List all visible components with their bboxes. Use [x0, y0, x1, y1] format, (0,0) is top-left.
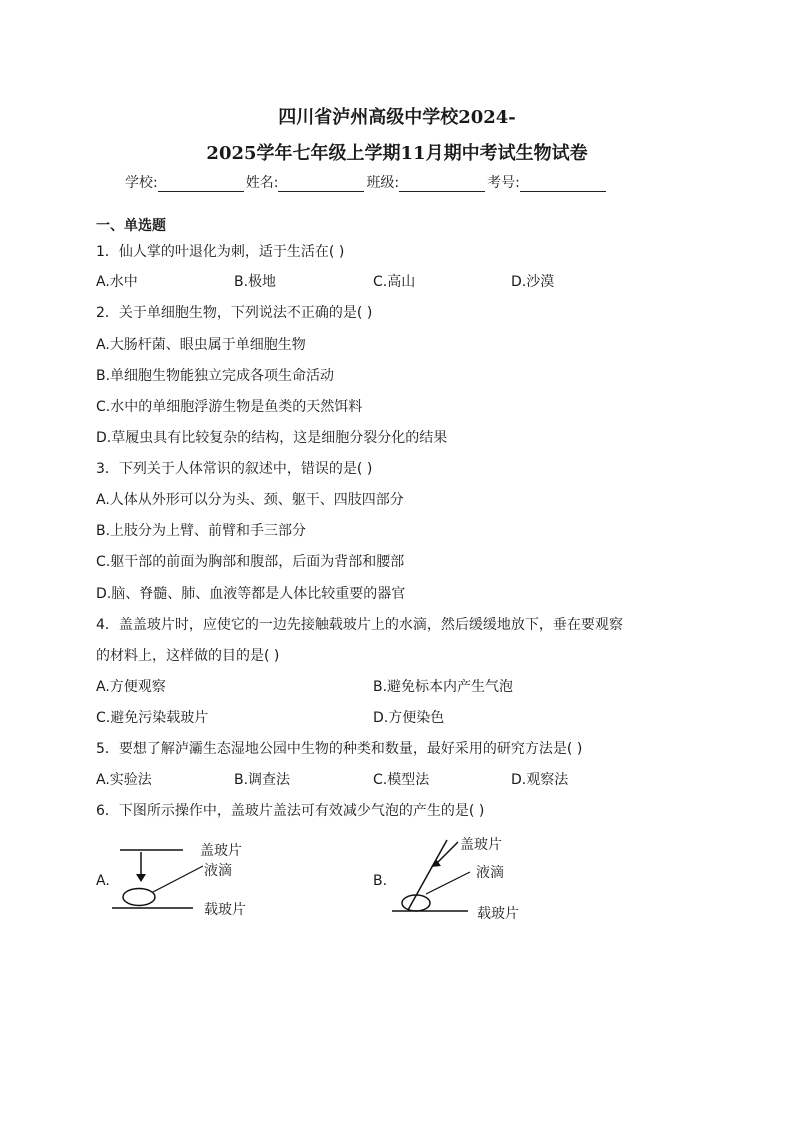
question-1-option-b[interactable]: B.极地: [234, 274, 277, 290]
question-2-option-d[interactable]: D.草履虫具有比较复杂的结构，这是细胞分裂分化的结果: [96, 430, 448, 446]
question-6-stem: 6．下图所示操作中，盖玻片盖法可有效减少气泡的产生的是( ): [96, 803, 485, 819]
diagram-b-slide-label: 载玻片: [477, 906, 519, 922]
question-2-option-b[interactable]: B.单细胞生物能独立完成各项生命活动: [96, 368, 335, 384]
question-5-option-d[interactable]: D.观察法: [511, 772, 569, 788]
student-info-row: [125, 172, 608, 192]
question-6-option-b[interactable]: B.: [373, 873, 388, 889]
diagram-a-arrow-head: [136, 874, 146, 882]
question-4-option-b[interactable]: B.避免标本内产生气泡: [373, 679, 514, 695]
exam-title-line2: 2025学年七年级上学期11月期中考试生物试卷: [206, 143, 588, 164]
school-label: 学校:: [125, 175, 158, 191]
question-4-option-a[interactable]: A.方便观察: [96, 679, 166, 695]
diagram-a-cover-slip-label: 盖玻片: [200, 843, 242, 859]
diagram-a-slide-label: 载玻片: [204, 902, 246, 918]
diagram-a-droplet: [123, 889, 155, 906]
question-3-stem: 3．下列关于人体常识的叙述中，错误的是( ): [96, 461, 373, 477]
exam-title-line1: 四川省泸州高级中学校2024-: [278, 107, 516, 128]
diagram-b-droplet: [402, 895, 430, 911]
question-1-stem: 1．仙人掌的叶退化为刺，适于生活在( ): [96, 244, 345, 260]
school-blank[interactable]: [158, 175, 244, 192]
diagram-b-droplet-pointer: [426, 872, 470, 894]
exam-number-label: 考号:: [487, 175, 520, 191]
diagram-b-cover-slip-line: [408, 840, 447, 910]
question-3-option-c[interactable]: C.躯干部的前面为胸部和腹部，后面为背部和腰部: [96, 554, 405, 570]
question-5-option-a[interactable]: A.实验法: [96, 772, 152, 788]
question-3-option-b[interactable]: B.上肢分为上臂、前臂和手三部分: [96, 523, 307, 539]
question-5-option-b[interactable]: B.调查法: [234, 772, 291, 788]
question-2-stem: 2．关于单细胞生物，下列说法不正确的是( ): [96, 305, 373, 321]
question-2-option-c[interactable]: C.水中的单细胞浮游生物是鱼类的天然饵料: [96, 399, 363, 415]
question-1-option-d[interactable]: D.沙漠: [511, 274, 555, 290]
class-blank[interactable]: [399, 175, 485, 192]
class-label: 班级:: [366, 175, 400, 191]
question-4-stem-continued: 的材料上，这样做的目的是( ): [96, 648, 280, 664]
section-heading: 一、单选题: [96, 218, 166, 234]
question-4-stem: 4．盖盖玻片时，应使它的一边先接触载玻片上的水滴，然后缓缓地放下，垂在要观察: [96, 617, 623, 633]
question-4-option-d[interactable]: D.方便染色: [373, 710, 445, 726]
question-3-option-a[interactable]: A.人体从外形可以分为头、颈、躯干、四肢四部分: [96, 492, 404, 508]
diagram-a-droplet-pointer: [153, 866, 203, 892]
name-label: 姓名:: [245, 175, 279, 191]
question-6-option-a[interactable]: A.: [96, 873, 110, 889]
question-3-option-d[interactable]: D.脑、脊髓、肺、血液等都是人体比较重要的器官: [96, 586, 406, 602]
question-2-option-a[interactable]: A.大肠杆菌、眼虫属于单细胞生物: [96, 337, 306, 353]
question-5-option-c[interactable]: C.模型法: [373, 772, 430, 788]
diagram-b-cover-slip-label: 盖玻片: [460, 837, 502, 853]
question-5-stem: 5．要想了解泸灞生态湿地公园中生物的种类和数量，最好采用的研究方法是( ): [96, 741, 583, 757]
diagram-b-droplet-label: 液滴: [476, 865, 504, 881]
diagram-a-droplet-label: 液滴: [204, 863, 232, 879]
exam-number-blank[interactable]: [520, 175, 606, 192]
question-1-option-a[interactable]: A.水中: [96, 274, 138, 290]
question-4-option-c[interactable]: C.避免污染载玻片: [96, 710, 209, 726]
question-1-option-c[interactable]: C.高山: [373, 274, 416, 290]
name-blank[interactable]: [278, 175, 364, 192]
